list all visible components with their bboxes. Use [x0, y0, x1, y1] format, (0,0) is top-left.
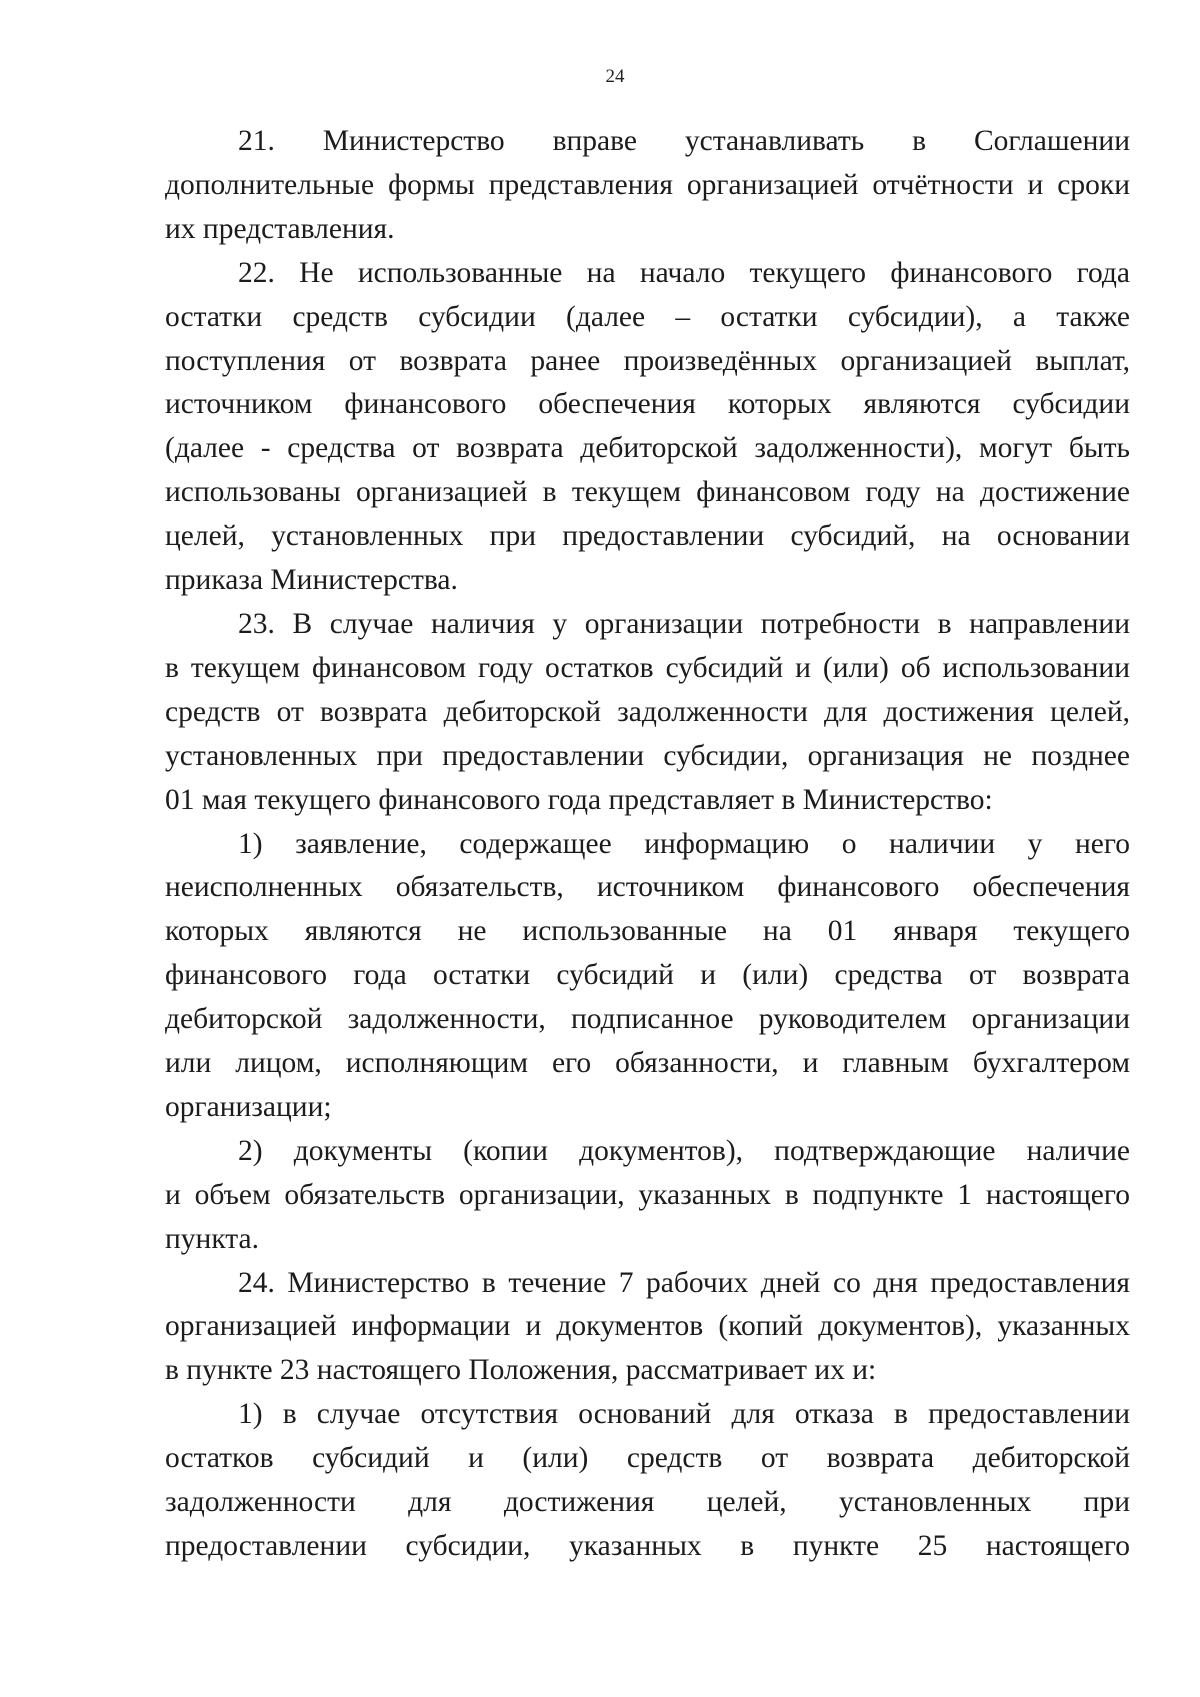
text-line: (далее - средства от возврата дебиторской задолженности), могут быть	[165, 432, 1130, 465]
paragraph-23-item-2	[165, 1130, 1130, 1262]
text-line: их представления.	[165, 212, 395, 245]
text-line: которых являются не использованные на 01 января текущего	[165, 915, 1130, 948]
text-line: в пункте 23 настоящего Положения, рассматривает их и:	[165, 1354, 877, 1387]
text-line: задолженности для достижения целей, установленных при	[165, 1486, 1130, 1519]
text-line: установленных при предоставлении субсидии, организация не позднее	[165, 739, 1130, 772]
text-line: дебиторской задолженности, подписанное руководителем организации	[165, 1003, 1130, 1036]
text-line: 22. Не использованные на начало текущего финансового года	[238, 256, 1130, 289]
text-line: или лицом, исполняющим его обязанности, и главным бухгалтером	[165, 1047, 1130, 1080]
text-line: дополнительные формы представления организацией отчётности и сроки	[165, 168, 1130, 201]
paragraph-21	[165, 120, 1130, 252]
text-line: приказа Министерства.	[165, 564, 458, 597]
text-line: 24. Министерство в течение 7 рабочих дней со дня предоставления	[238, 1266, 1130, 1299]
text-line: предоставлении субсидии, указанных в пункте 25 настоящего	[165, 1530, 1130, 1562]
text-line: 2) документы (копии документов), подтверждающие наличие	[238, 1134, 1130, 1167]
paragraph-24-item-1	[165, 1393, 1130, 1569]
text-line: остатков субсидий и (или) средств от возврата дебиторской	[165, 1442, 1130, 1475]
text-line: 1) в случае отсутствия оснований для отказа в предоставлении	[238, 1398, 1130, 1431]
text-line: использованы организацией в текущем финансовом году на достижение	[165, 476, 1130, 509]
text-line: в текущем финансовом году остатков субсидий и (или) об использовании	[165, 651, 1130, 684]
text-line: 21. Министерство вправе устанавливать в Соглашении	[238, 125, 1130, 157]
text-line: остатки средств субсидии (далее – остатки субсидии), а также	[165, 300, 1130, 333]
text-line: средств от возврата дебиторской задолженности для достижения целей,	[165, 695, 1130, 728]
text-line: 01 мая текущего финансового года представляет в Министерство:	[165, 783, 993, 816]
text-line: 1) заявление, содержащее информацию о наличии у него	[238, 827, 1130, 860]
text-line: 23. В случае наличия у организации потребности в направлении	[238, 607, 1130, 640]
text-line: и объем обязательств организации, указанных в подпункте 1 настоящего	[165, 1178, 1130, 1211]
paragraph-23	[165, 603, 1130, 823]
paragraph-24	[165, 1262, 1130, 1394]
text-line: поступления от возврата ранее произведённых организацией выплат,	[165, 344, 1130, 377]
document-body	[165, 120, 1130, 1569]
text-line: организацией информации и документов (копий документов), указанных	[165, 1310, 1130, 1343]
text-line: неисполненных обязательств, источником финансового обеспечения	[165, 871, 1130, 904]
paragraph-23-item-1	[165, 823, 1130, 1130]
paragraph-22	[165, 252, 1130, 603]
text-line: целей, установленных при предоставлении субсидий, на основании	[165, 520, 1130, 553]
text-line: пункта.	[165, 1222, 259, 1255]
text-line: источником финансового обеспечения которых являются субсидии	[165, 388, 1130, 421]
text-line: организации;	[165, 1090, 332, 1123]
text-line: финансового года остатки субсидий и (или) средства от возврата	[165, 959, 1130, 992]
page-number: 24	[605, 66, 625, 87]
